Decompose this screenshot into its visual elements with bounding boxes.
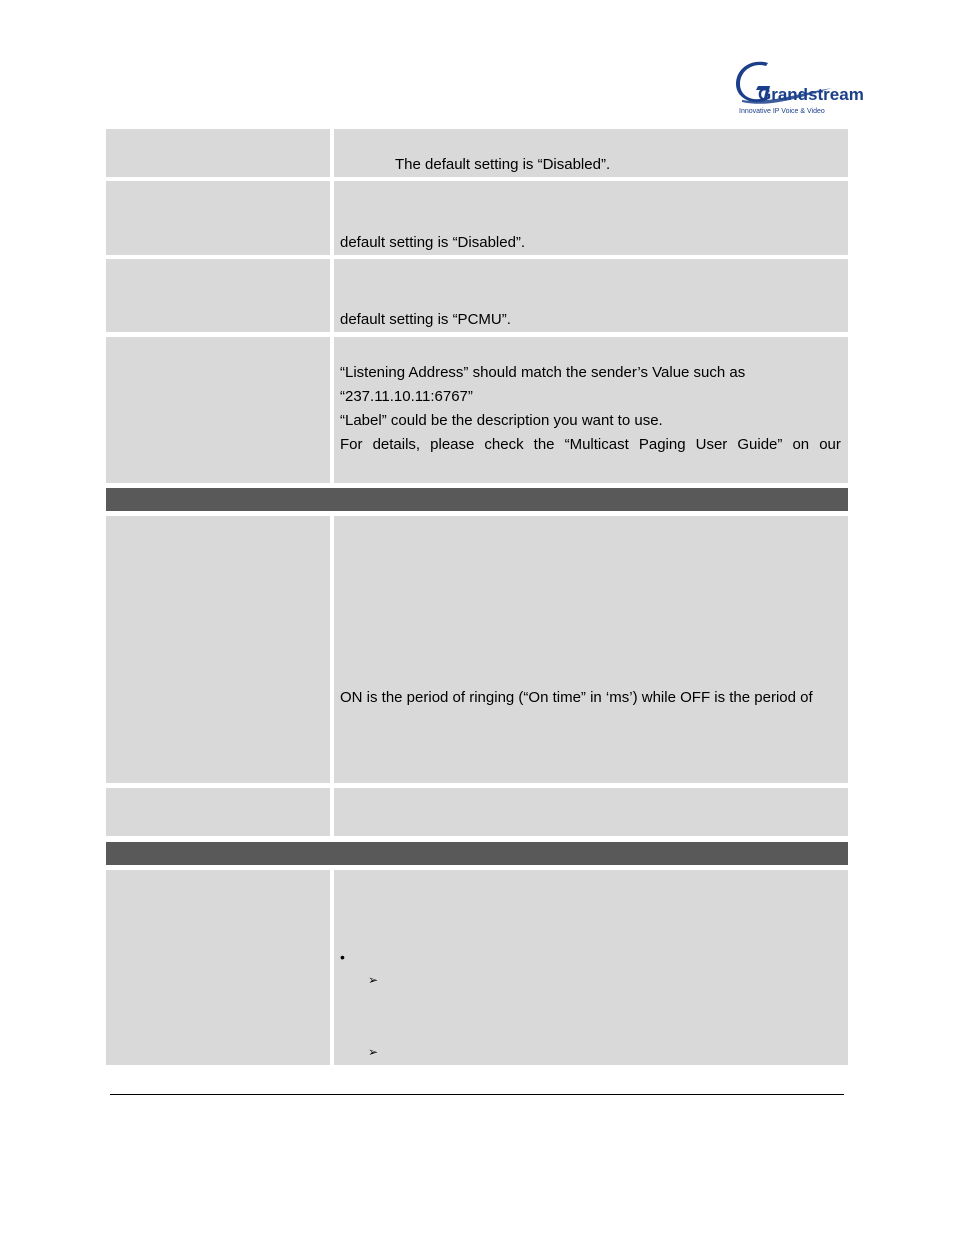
- table-row: [106, 788, 848, 836]
- grandstream-logo-mark: [736, 60, 864, 108]
- word: the: [533, 436, 555, 453]
- table-row: [106, 516, 848, 783]
- word: Guide”: [737, 436, 783, 453]
- table-row: [106, 181, 848, 255]
- row-description-text: default setting is “Disabled”.: [340, 234, 526, 251]
- table-row: [106, 129, 848, 177]
- grandstream-logo: [736, 60, 864, 120]
- row-description-cell: [334, 337, 848, 483]
- row-description-line: “237.11.10.11:6767”: [340, 388, 473, 405]
- word: check: [484, 436, 524, 453]
- row-label-cell: [106, 516, 330, 783]
- table-row: [106, 337, 848, 483]
- row-label-cell: [106, 870, 330, 1065]
- row-description-justified-line: [340, 435, 841, 455]
- word: For: [340, 436, 363, 453]
- word: User: [695, 436, 728, 453]
- row-description-cell: [334, 259, 848, 332]
- row-description-text: default setting is “PCMU”.: [340, 311, 511, 328]
- bullet-icon: •: [340, 949, 345, 965]
- section-header-bar: [106, 488, 848, 511]
- row-description-line: “Label” could be the description you want to use.: [340, 412, 663, 429]
- row-label-cell: [106, 181, 330, 255]
- logo-wordmark: Grandstream: [758, 85, 864, 104]
- row-description-cell: [334, 788, 848, 836]
- row-label-cell: [106, 259, 330, 332]
- row-label-cell: [106, 129, 330, 177]
- footer-divider: [110, 1094, 844, 1095]
- row-label-cell: [106, 788, 330, 836]
- word: on: [792, 436, 810, 453]
- row-description-line: “Listening Address” should match the sender’s Value such as: [340, 364, 746, 381]
- section-header-bar: [106, 842, 848, 865]
- word: our: [819, 436, 841, 453]
- table-row: [106, 259, 848, 332]
- arrow-bullet-icon: ➢: [368, 1045, 379, 1059]
- row-description-cell: [334, 181, 848, 255]
- row-description-cell: [334, 516, 848, 783]
- word: Paging: [638, 436, 686, 453]
- word: “Multicast: [564, 436, 629, 453]
- logo-tagline: Innovative IP Voice & Video: [739, 108, 825, 115]
- row-description-text: The default setting is “Disabled”.: [395, 156, 611, 173]
- row-description-cell: [334, 870, 848, 1065]
- row-description-text: ON is the period of ringing (“On time” in ‘ms’) while OFF is the period of: [340, 689, 813, 706]
- row-description-cell: [334, 129, 848, 177]
- table-row: [106, 870, 848, 1065]
- word: details,: [372, 436, 421, 453]
- arrow-bullet-icon: ➢: [368, 973, 379, 987]
- row-label-cell: [106, 337, 330, 483]
- word: please: [430, 436, 475, 453]
